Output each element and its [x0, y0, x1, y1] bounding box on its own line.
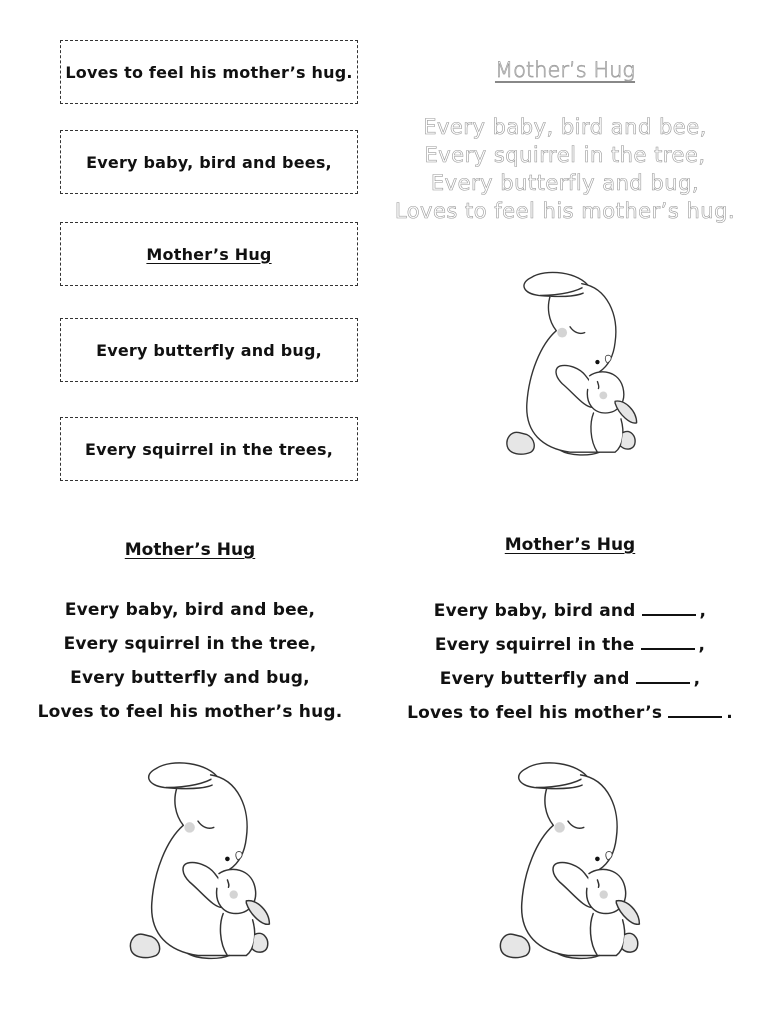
- bunny-hug-illustration-bottom-left: [108, 756, 288, 966]
- tracing-line: Loves to feel his mother’s hug.: [394, 199, 736, 223]
- fill-in-text: Loves to feel his mother’s: [407, 703, 663, 723]
- answer-blank[interactable]: [668, 716, 722, 718]
- punctuation: .: [726, 703, 733, 723]
- tracing-line: Every squirrel in the tree,: [424, 143, 706, 167]
- title-strip[interactable]: [60, 222, 358, 286]
- sentence-strip[interactable]: [60, 417, 358, 481]
- fill-in-poem: [395, 594, 745, 730]
- tracing-title: Mother’s Hug: [494, 58, 636, 82]
- poem-text: [20, 593, 360, 729]
- poem-line: Every butterfly and bug,: [70, 668, 310, 688]
- punctuation: ,: [693, 669, 701, 689]
- answer-blank[interactable]: [636, 682, 690, 684]
- bunny-hug-illustration-bottom-right: [478, 756, 658, 966]
- fill-in-text: Every butterfly and: [439, 669, 630, 689]
- fill-in-text: Every baby, bird and: [433, 601, 636, 621]
- punctuation: ,: [699, 601, 707, 621]
- answer-blank[interactable]: [641, 648, 695, 650]
- answer-blank[interactable]: [642, 614, 696, 616]
- sentence-strip[interactable]: [60, 40, 358, 104]
- fill-in-line: [395, 696, 745, 730]
- fill-in-line: [395, 662, 745, 696]
- fill-in-title: Mother’s Hug: [504, 535, 636, 555]
- sentence-strip[interactable]: [60, 130, 358, 194]
- tracing-line: Every baby, bird and bee,: [423, 115, 707, 139]
- tracing-poem: [385, 113, 745, 225]
- poem-title: Mother’s Hug: [124, 540, 256, 560]
- tracing-line: Every butterfly and bug,: [430, 171, 700, 195]
- poem-line: Every baby, bird and bee,: [64, 600, 316, 620]
- fill-in-text: Every squirrel in the: [434, 635, 635, 655]
- strip-title-text: Mother’s Hug: [146, 244, 272, 264]
- poem-line: Loves to feel his mother’s hug.: [37, 702, 343, 722]
- punctuation: ,: [698, 635, 706, 655]
- strip-text: Every butterfly and bug,: [96, 340, 322, 360]
- fill-in-line: [395, 628, 745, 662]
- bunny-hug-illustration-top-right: [490, 266, 650, 462]
- poem-line: Every squirrel in the tree,: [63, 634, 317, 654]
- sentence-strip[interactable]: [60, 318, 358, 382]
- fill-in-line: [395, 594, 745, 628]
- strip-text: Every squirrel in the trees,: [85, 439, 333, 459]
- strip-text: Loves to feel his mother’s hug.: [65, 62, 353, 82]
- strip-text: Every baby, bird and bees,: [86, 152, 332, 172]
